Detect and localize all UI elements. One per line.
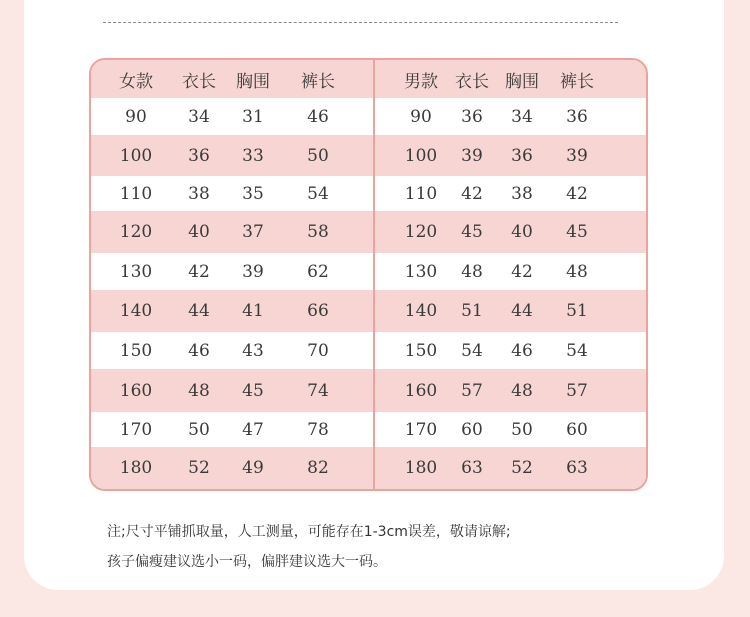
men-header-cell: 胸围 xyxy=(505,71,539,92)
women-cell: 31 xyxy=(242,106,264,127)
men-cell: 120 xyxy=(404,222,438,242)
men-cell: 51 xyxy=(566,301,588,321)
men-cell: 63 xyxy=(461,458,483,478)
table-row xyxy=(91,253,646,290)
women-cell: 48 xyxy=(188,380,210,401)
women-header-cell: 裤长 xyxy=(301,71,335,92)
women-cell: 130 xyxy=(119,261,153,282)
men-cell: 100 xyxy=(404,145,438,166)
men-cell: 60 xyxy=(461,419,483,440)
women-cell: 160 xyxy=(119,380,153,401)
men-cell: 36 xyxy=(511,145,533,166)
women-cell: 58 xyxy=(307,222,329,242)
women-cell: 40 xyxy=(188,222,210,242)
men-cell: 54 xyxy=(566,340,588,361)
men-cell: 90 xyxy=(410,106,432,127)
table-row xyxy=(91,176,646,211)
table-row xyxy=(91,290,646,332)
women-cell: 46 xyxy=(188,340,210,361)
men-cell: 50 xyxy=(511,419,533,440)
women-header-cell: 女款 xyxy=(119,71,153,92)
women-cell: 45 xyxy=(242,380,264,401)
men-cell: 46 xyxy=(511,340,533,361)
men-cell: 48 xyxy=(511,380,533,401)
men-cell: 48 xyxy=(566,261,588,282)
table-row xyxy=(91,211,646,253)
men-cell: 42 xyxy=(511,261,533,282)
men-cell: 180 xyxy=(404,458,438,478)
men-cell: 45 xyxy=(566,222,588,242)
women-cell: 41 xyxy=(242,301,264,321)
women-cell: 62 xyxy=(307,261,329,282)
men-cell: 60 xyxy=(566,419,588,440)
men-cell: 36 xyxy=(566,106,588,127)
table-row xyxy=(91,369,646,412)
women-cell: 38 xyxy=(188,183,210,204)
women-cell: 36 xyxy=(188,145,210,166)
women-cell: 66 xyxy=(307,301,329,321)
women-cell: 50 xyxy=(307,145,329,166)
dashed-divider xyxy=(103,22,618,23)
men-cell: 48 xyxy=(461,261,483,282)
men-cell: 42 xyxy=(461,183,483,204)
women-header-cell: 胸围 xyxy=(236,71,270,92)
women-cell: 49 xyxy=(242,458,264,478)
women-cell: 82 xyxy=(307,458,329,478)
men-cell: 34 xyxy=(511,106,533,127)
men-header-cell: 裤长 xyxy=(560,71,594,92)
men-cell: 42 xyxy=(566,183,588,204)
women-cell: 39 xyxy=(242,261,264,282)
men-cell: 170 xyxy=(404,419,438,440)
men-cell: 45 xyxy=(461,222,483,242)
men-cell: 160 xyxy=(404,380,438,401)
men-cell: 40 xyxy=(511,222,533,242)
women-cell: 70 xyxy=(307,340,329,361)
women-cell: 37 xyxy=(242,222,264,242)
men-cell: 39 xyxy=(461,145,483,166)
table-row xyxy=(91,332,646,369)
size-note-line-1: 注;尺寸平铺抓取量，人工测量，可能存在1-3cm误差，敬请谅解; xyxy=(107,524,511,540)
men-cell: 52 xyxy=(511,458,533,478)
table-column-divider xyxy=(373,60,375,489)
women-cell: 54 xyxy=(307,183,329,204)
table-row xyxy=(91,98,646,135)
table-header-row xyxy=(91,60,646,98)
men-cell: 39 xyxy=(566,145,588,166)
men-cell: 38 xyxy=(511,183,533,204)
women-cell: 42 xyxy=(188,261,210,282)
women-cell: 170 xyxy=(119,419,153,440)
table-row xyxy=(91,447,646,489)
table-row xyxy=(91,135,646,176)
women-cell: 78 xyxy=(307,419,329,440)
women-cell: 33 xyxy=(242,145,264,166)
men-cell: 44 xyxy=(511,301,533,321)
women-cell: 120 xyxy=(119,222,153,242)
men-header-cell: 衣长 xyxy=(455,71,489,92)
women-cell: 52 xyxy=(188,458,210,478)
women-cell: 43 xyxy=(242,340,264,361)
men-cell: 54 xyxy=(461,340,483,361)
women-header-cell: 衣长 xyxy=(182,71,216,92)
women-cell: 110 xyxy=(119,183,153,204)
women-cell: 47 xyxy=(242,419,264,440)
men-cell: 51 xyxy=(461,301,483,321)
women-cell: 44 xyxy=(188,301,210,321)
men-header-cell: 男款 xyxy=(404,71,438,92)
women-cell: 34 xyxy=(188,106,210,127)
men-cell: 57 xyxy=(566,380,588,401)
men-cell: 63 xyxy=(566,458,588,478)
women-cell: 50 xyxy=(188,419,210,440)
men-cell: 110 xyxy=(404,183,438,204)
women-cell: 90 xyxy=(125,106,147,127)
men-cell: 36 xyxy=(461,106,483,127)
women-cell: 150 xyxy=(119,340,153,361)
men-cell: 140 xyxy=(404,301,438,321)
women-cell: 35 xyxy=(242,183,264,204)
women-cell: 180 xyxy=(119,458,153,478)
size-note-line-2: 孩子偏瘦建议选小一码，偏胖建议选大一码。 xyxy=(107,554,387,570)
men-cell: 130 xyxy=(404,261,438,282)
women-cell: 46 xyxy=(307,106,329,127)
women-cell: 100 xyxy=(119,145,153,166)
men-cell: 57 xyxy=(461,380,483,401)
table-row xyxy=(91,412,646,447)
women-cell: 140 xyxy=(119,301,153,321)
women-cell: 74 xyxy=(307,380,329,401)
men-cell: 150 xyxy=(404,340,438,361)
size-table xyxy=(89,58,648,491)
